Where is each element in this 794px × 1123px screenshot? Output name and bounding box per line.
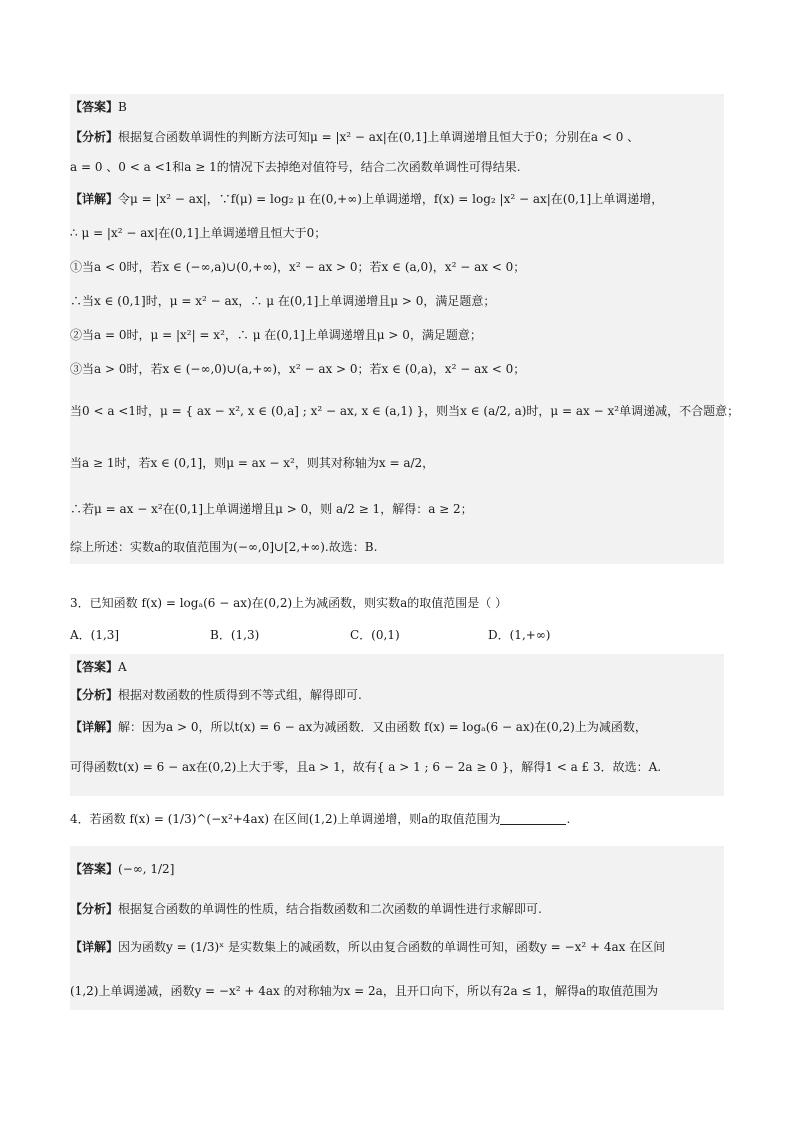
analysis-text: a = 0 、0 < a <1和a ≥ 1的情况下去掉绝对值符号，结合二次函数单调性可得结果.: [70, 160, 521, 174]
detail-line-3-2: [70, 758, 724, 776]
detail-text: 因为函数y = (1/3)ˣ 是实数集上的减函数，所以由复合函数的单调性可知，函数y = −x² + 4ax 在区间: [118, 940, 666, 954]
detail-line-2-1: [70, 190, 724, 208]
detail-text: 令μ = |x² − ax|，∵f(μ) = log₂ μ 在(0,+∞)上单调递增，f(x) = log₂ |x² − ax|在(0,1]上单调递增，: [118, 192, 664, 206]
detail-label: 【详解】: [70, 940, 119, 954]
answer-value: (−∞, 1/2]: [118, 862, 175, 876]
detail-label: 【详解】: [70, 720, 119, 734]
detail-text: ∴当x ∈ (0,1]时，μ = x² − ax，∴ μ 在(0,1]上单调递增且μ > 0，满足题意；: [70, 294, 496, 308]
option-d: D．(1,+∞): [488, 628, 551, 642]
detail-text: ②当a = 0时，μ = |x²| = x²，∴ μ 在(0,1]上单调递增且μ > 0，满足题意；: [70, 328, 482, 342]
option-b: B．(1,3): [210, 628, 260, 642]
detail-text: ③当a > 0时，若x ∈ (−∞,0)∪(a,+∞)，x² − ax > 0；若x ∈ (0,a)，x² − ax < 0；: [70, 362, 526, 376]
detail-text: 当a ≥ 1时，若x ∈ (0,1]，则μ = ax − x²，则其对称轴为x = a/2，: [70, 456, 435, 470]
detail-line-2-9: [70, 500, 724, 518]
answer-label: 【答案】: [70, 660, 119, 674]
answer-value: A: [118, 660, 127, 674]
analysis-text: 根据复合函数单调性的判断方法可知μ = |x² − ax|在(0,1]上单调递增且恒大于0；分别在a < 0 、: [118, 130, 640, 144]
detail-line-2-10: [70, 538, 724, 556]
detail-text: 可得函数t(x) = 6 − ax在(0,2)上大于零，且a > 1，故有{ a > 1 ; 6 − 2a ≥ 0 }，解得1 < a £ 3．故选：A.: [70, 760, 662, 774]
detail-text: ∴若μ = ax − x²在(0,1]上单调递增且μ > 0，则 a/2 ≥ 1，解得：a ≥ 2；: [70, 502, 473, 516]
option-c: C．(0,1): [350, 628, 400, 642]
detail-line-4-2: [70, 982, 724, 1000]
detail-text: 当0 < a <1时，μ = { ax − x², x ∈ (0,a] ; x² − ax, x ∈ (a,1) }，则当x ∈ (a/2, a)时，μ = ax − x²单调递减，不合题意；: [70, 404, 740, 418]
question-4: [70, 810, 570, 828]
analysis-text: 根据复合函数的单调性的性质，结合指数函数和二次函数的单调性进行求解即可.: [118, 902, 542, 916]
analysis-label: 【分析】: [70, 130, 119, 144]
answer-label: 【答案】: [70, 100, 119, 114]
question-text: 4．若函数 f(x) = (1/3)^(−x²+4ax) 在区间(1,2)上单调递增，则a的取值范围为: [70, 812, 501, 826]
detail-text: 综上所述：实数a的取值范围为(−∞,0]∪[2,+∞).故选：B.: [70, 540, 378, 554]
answer-blank: [500, 810, 566, 825]
analysis-text: 根据对数函数的性质得到不等式组，解得即可.: [118, 688, 362, 702]
detail-line-2-5: [70, 326, 724, 344]
detail-line-2-4: [70, 292, 724, 310]
detail-line-2-7: [70, 402, 740, 420]
option-a: A．(1,3]: [70, 628, 120, 642]
detail-label: 【详解】: [70, 192, 119, 206]
analysis-label: 【分析】: [70, 688, 119, 702]
detail-line-3-1: [70, 718, 724, 736]
detail-text: ∴ μ = |x² − ax|在(0,1]上单调递增且恒大于0；: [70, 226, 327, 240]
detail-line-2-2: [70, 224, 724, 242]
detail-text: (1,2)上单调递减，函数y = −x² + 4ax 的对称轴为x = 2a，且开口向下，所以有2a ≤ 1，解得a的取值范围为: [70, 984, 659, 998]
answer-line-2: [70, 98, 724, 116]
question-3: 3．已知函数 f(x) = logₐ(6 − ax)在(0,2)上为减函数，则实数a的取值范围是（ ）: [70, 596, 508, 610]
detail-line-2-8: [70, 454, 724, 472]
analysis-line-2b: [70, 158, 724, 176]
detail-text: ①当a < 0时，若x ∈ (−∞,a)∪(0,+∞)，x² − ax > 0；若x ∈ (a,0)，x² − ax < 0；: [70, 260, 526, 274]
question-end: .: [566, 812, 571, 826]
answer-value: B: [118, 100, 127, 114]
analysis-label: 【分析】: [70, 902, 119, 916]
answer-line-3: [70, 658, 724, 676]
analysis-line-4: [70, 900, 724, 918]
answer-line-4: [70, 860, 724, 878]
detail-line-2-3: [70, 258, 724, 276]
detail-line-2-6: [70, 360, 724, 378]
analysis-line-2a: [70, 128, 724, 146]
analysis-line-3: [70, 686, 724, 704]
detail-text: 解：因为a > 0，所以t(x) = 6 − ax为减函数．又由函数 f(x) = logₐ(6 − ax)在(0,2)上为减函数，: [118, 720, 647, 734]
answer-label: 【答案】: [70, 862, 119, 876]
detail-line-4-1: [70, 938, 724, 956]
